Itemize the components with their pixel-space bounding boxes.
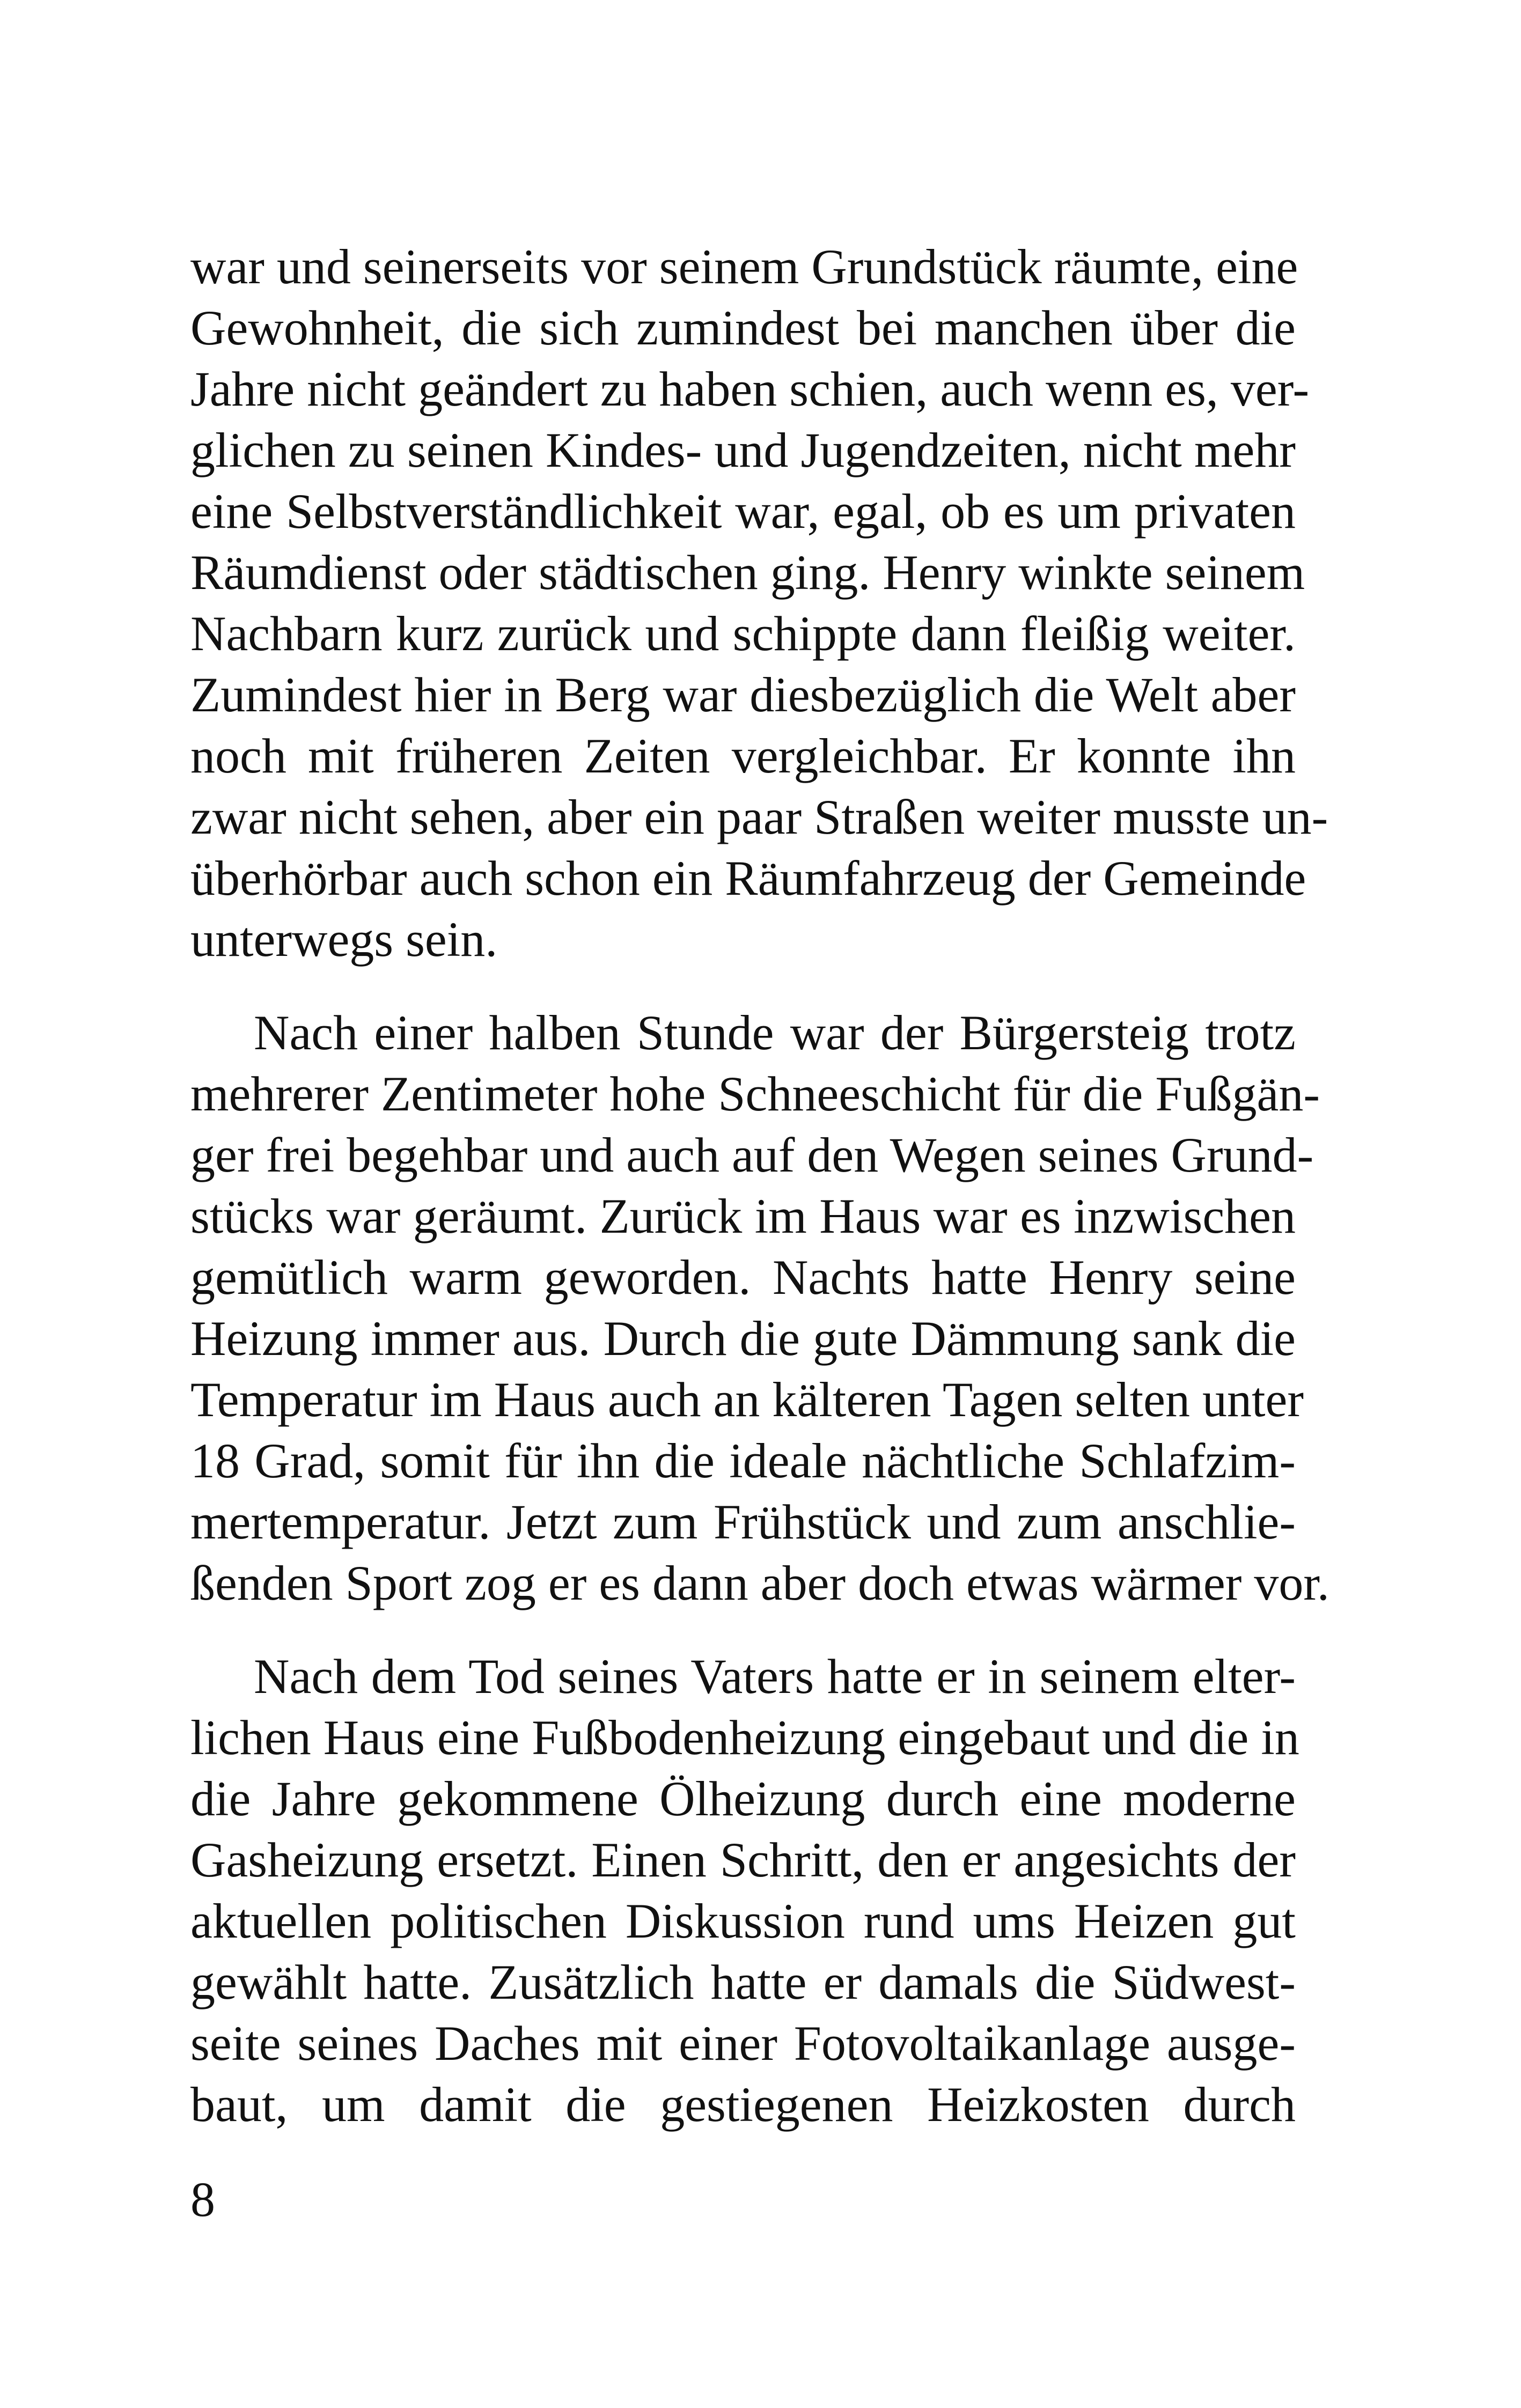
text-line: aktuellen politischen Diskussion rund ums Heizen gut <box>190 1894 1296 1948</box>
text-line: mertemperatur. Jetzt zum Frühstück und zum anschlie- <box>190 1494 1296 1549</box>
text-line: 18 Grad, somit für ihn die ideale nächtliche Schlafzim- <box>190 1433 1296 1488</box>
text-line: gemütlich warm geworden. Nachts hatte Henry seine <box>190 1250 1296 1305</box>
text-line: mehrerer Zentimeter hohe Schneeschicht für die Fußgän- <box>190 1066 1320 1121</box>
text-line: Temperatur im Haus auch an kälteren Tagen selten unter <box>190 1372 1304 1427</box>
page-body <box>190 236 1329 2135</box>
text-line: ßenden Sport zog er es dann aber doch etwas wärmer vor. <box>190 1556 1329 1610</box>
paragraph-3 <box>190 1646 1299 2135</box>
text-line: baut, um damit die gestiegenen Heizkosten durch <box>190 2077 1296 2132</box>
text-line: Räumdienst oder städtischen ging. Henry winkte seinem <box>190 545 1305 600</box>
text-line: Nach einer halben Stunde war der Bürgersteig trotz <box>254 1005 1296 1060</box>
text-line: gewählt hatte. Zusätzlich hatte er damals die Südwest- <box>190 1955 1296 2009</box>
text-line: Heizung immer aus. Durch die gute Dämmung sank die <box>190 1311 1296 1366</box>
text-line: glichen zu seinen Kindes- und Jugendzeiten, nicht mehr <box>190 423 1296 477</box>
text-line: stücks war geräumt. Zurück im Haus war es inzwischen <box>190 1189 1296 1243</box>
paragraph-1 <box>190 236 1328 970</box>
paragraph-2 <box>190 1002 1329 1614</box>
text-line: lichen Haus eine Fußbodenheizung eingebaut und die in <box>190 1710 1299 1765</box>
text-line: die Jahre gekommene Ölheizung durch eine moderne <box>190 1771 1296 1826</box>
text-line: Jahre nicht geändert zu haben schien, auch wenn es, ver- <box>190 362 1310 416</box>
text-line: noch mit früheren Zeiten vergleichbar. Er konnte ihn <box>190 728 1296 783</box>
text-line: Gasheizung ersetzt. Einen Schritt, den er angesichts der <box>190 1832 1296 1887</box>
text-line: ger frei begehbar und auch auf den Wegen seines Grund- <box>190 1128 1314 1182</box>
text-line: eine Selbstverständlichkeit war, egal, ob es um privaten <box>190 484 1296 539</box>
text-line: Nachbarn kurz zurück und schippte dann fleißig weiter. <box>190 606 1296 661</box>
text-line: Zumindest hier in Berg war diesbezüglich die Welt aber <box>190 667 1296 722</box>
text-line: Nach dem Tod seines Vaters hatte er in seinem elter- <box>254 1649 1296 1704</box>
text-line: überhörbar auch schon ein Räumfahrzeug der Gemeinde <box>190 851 1306 905</box>
paragraph-spacing <box>190 970 1296 1002</box>
page-number: 8 <box>190 2172 215 2227</box>
text-line: seite seines Daches mit einer Fotovoltaikanlage ausge- <box>190 2016 1296 2071</box>
text-line: unterwegs sein. <box>190 912 498 967</box>
text-line: Gewohnheit, die sich zumindest bei manchen über die <box>190 300 1296 355</box>
paragraph-spacing <box>190 1614 1296 1646</box>
text-line: zwar nicht sehen, aber ein paar Straßen weiter musste un- <box>190 790 1328 844</box>
text-line: war und seinerseits vor seinem Grundstück räumte, eine <box>190 239 1298 294</box>
